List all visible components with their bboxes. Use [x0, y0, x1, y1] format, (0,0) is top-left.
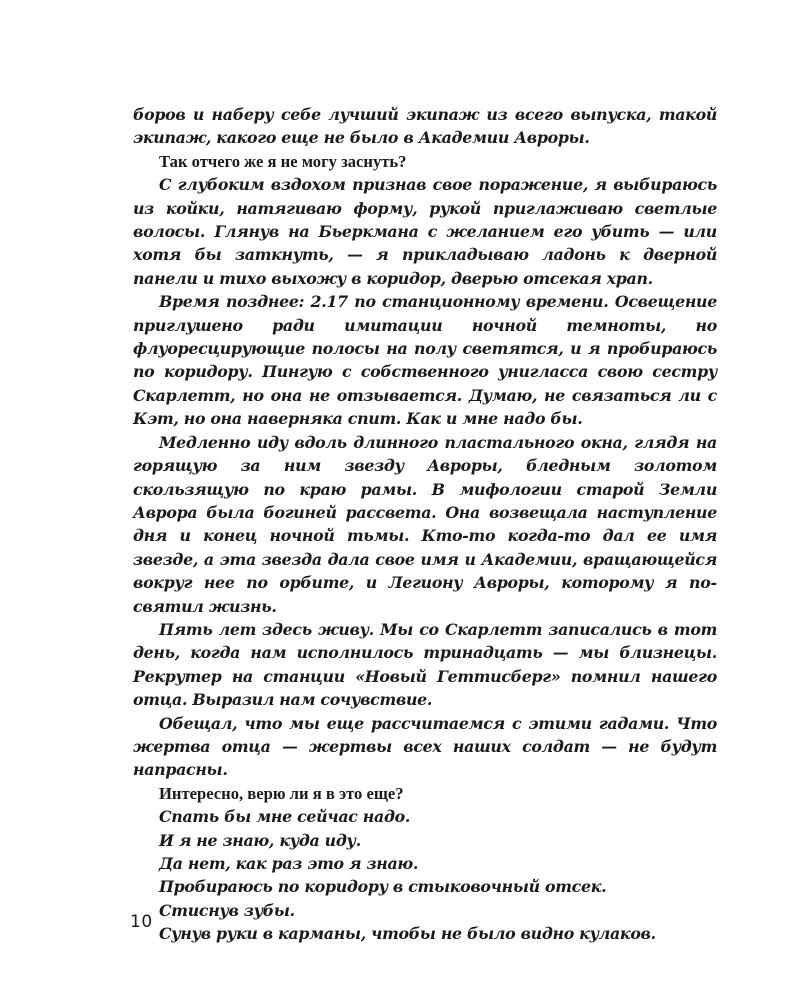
paragraph-14: Сунув руки в карманы, чтобы не было видно кулаков. [159, 924, 656, 944]
paragraph-9: Спать бы мне сейчас надо. [159, 807, 411, 827]
paragraph-4: Время позднее: 2.17 по станционному времени. Освещение приглушено ради имитации ночной темноты, но флуоресцирующие полосы на полу светятся, и я пробираюсь по коридору. Пингую с собственного униглаcса свою сестру Скарлетт, но она не отзывается. Думаю, не связаться ли с Кэт, но она наверняка спит. Как и мне надо бы. [133, 292, 717, 429]
body-text [133, 103, 717, 946]
paragraph-7: Обещал, что мы еще рассчитаемся с этими гадами. Что жертва отца — жертвы всех наших солдат — не будут напрасны. [133, 713, 717, 780]
paragraph-8: Интересно, верю ли я в это еще? [159, 783, 404, 803]
paragraph-11: Да нет, как раз это я знаю. [159, 854, 419, 873]
page-number: 10 [130, 912, 153, 932]
paragraph-3: С глубоким вздохом признав свое поражение, я выбираюсь из койки, натягиваю форму, рукой приглаживаю светлые волосы. Глянув на Бьеркмана с желанием его убить — или хотя бы заткнуть, — я прикладываю ладонь к дверной панели и тихо выхожу в коридор, дверью отсекая храп. [133, 175, 717, 288]
paragraph-13: Стиснув зубы. [159, 900, 295, 920]
paragraph-12: Пробираюсь по коридору в стыковочный отсек. [159, 877, 607, 897]
paragraph-5: Медленно иду вдоль длинного пластального окна, глядя на горящую за ним звезду Авроры, бледным золотом скользящую по краю рамы. В мифологии старой Земли Аврора была богиней рассвета. Она возвещала наступление дня и конец ночной тьмы. Кто-то когда-то дал ее имя звезде, а эта звезда дала свое имя и Академии, вращающейся вокруг нее по орбите, и Легиону Авроры, которому я посвятил жизнь. [133, 432, 717, 616]
paragraph-2: Так отчего же я не могу заснуть? [159, 151, 407, 171]
paragraph-10: И я не знаю, куда иду. [159, 830, 361, 850]
paragraph-6: Пять лет здесь живу. Мы со Скарлетт записались в тот день, когда нам исполнилось тринадцать — мы близнецы. Рекрутер на станции «Новый Геттисберг» помнил нашего отца. Выразил нам сочувствие. [133, 619, 717, 710]
paragraph-1: боров и наберу себе лучший экипаж из всего выпуска, такой экипаж, какого еще не было в Академии Авроры. [133, 105, 717, 148]
